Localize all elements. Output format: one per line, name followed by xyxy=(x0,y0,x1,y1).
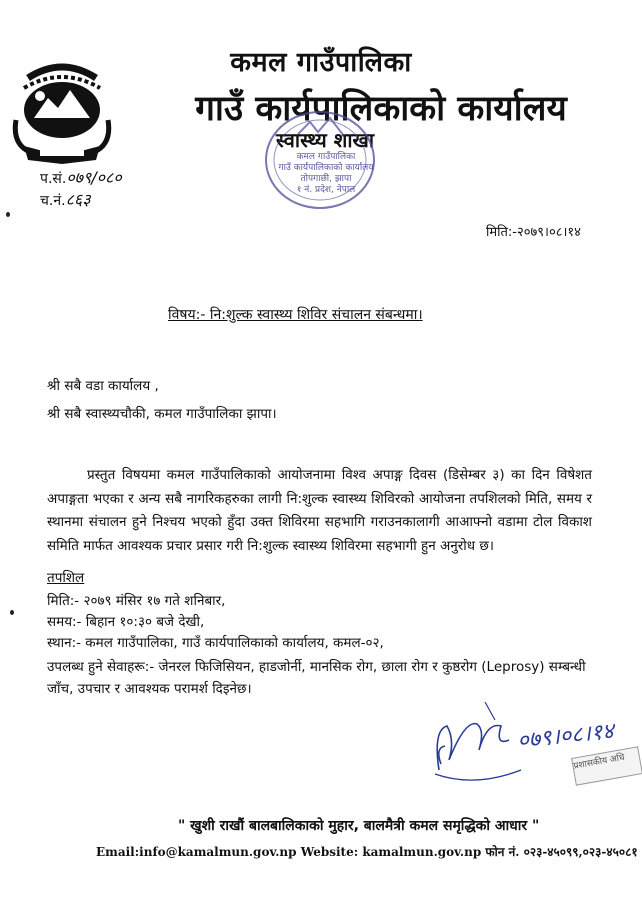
detail-services: उपलब्ध हुने सेवाहरू:- जेनरल फिजिसियन, हाडजोर्नी, मानसिक रोग, छाला रोग र कुष्ठरोग (Leprosy) सम्बन्धी जाँच, उपचार र आवश्यक परामर्श दिइनेछ। xyxy=(47,659,586,697)
margin-mark xyxy=(10,610,14,615)
detail-place: स्थान:- कमल गाउँपालिका, गाउँ कार्यपालिकाको कार्यालय, कमल-०२, xyxy=(47,635,384,651)
patra-sankhya xyxy=(40,166,122,188)
detail-time: समय:- बिहान १०:३० बजे देखी, xyxy=(47,614,205,630)
contact-footer: Email:info@kamalmun.gov.np Website: kamalmun.gov.np फोन नं. ०२३-४५०९९,०२३-४५०८१ xyxy=(96,845,638,859)
municipality-name: कमल गाउँपालिका xyxy=(230,47,412,78)
branch-name: स्वास्थ्य शाखा xyxy=(276,128,375,152)
stamp-line-3: तोपगाछी, झापा xyxy=(300,174,352,184)
chalani-value: ८६३ xyxy=(65,190,91,209)
stamp-line-2: गाउँ कार्यपालिकाको कार्यालय xyxy=(278,163,374,173)
chalani-label: च.नं. xyxy=(40,193,66,209)
patra-label: प.सं. xyxy=(40,171,67,187)
stamp-line-1: कमल गाउँपालिका xyxy=(296,152,356,162)
body-paragraph: प्रस्तुत विषयमा कमल गाउँपालिकाको आयोजनामा विश्व अपाङ्ग दिवस (डिसेम्बर ३) का दिन विषेशत अपाङ्गता भएका र अन्य सबै नागरिकहरुका लागी नि:शुल्क स्वास्थ्य शिविरको आयोजना तपशिलको मिति, समय र स्थानमा संचालन हुने निश्चय भएको हुँदा उक्त शिविरमा सहभागि गराउनकालागी आआफ्नो वडामा टोल विकाश समिति मार्फत आवश्यक प्रचार प्रसार गरी नि:शुल्क स्वास्थ्य शिविरमा सहभागी हुन अनुरोध छ। xyxy=(47,467,592,554)
signature-block xyxy=(425,700,635,810)
office-stamp xyxy=(258,104,390,216)
recipient-2: श्री सबै स्वास्थ्यचौकी, कमल गाउँपालिका झापा। xyxy=(47,406,277,422)
subject-line: विषय:- नि:शुल्क स्वास्थ्य शिविर संचालन संबन्धमा। xyxy=(168,307,423,323)
patra-value: ०७९/०८० xyxy=(66,168,122,187)
office-name: गाउँ कार्यपालिकाको कार्यालय xyxy=(195,89,567,129)
official-title-text: प्रशासकीय अधि xyxy=(572,752,626,772)
chalani-number xyxy=(40,188,91,210)
stamp-line-4: १ नं. प्रदेश, नेपाल xyxy=(296,185,356,195)
margin-mark xyxy=(6,212,10,217)
detail-date: मिति:- २०७९ मंसिर १७ गते शनिबार, xyxy=(47,593,226,609)
signature-date: ०७९।०८।१४ xyxy=(516,719,615,754)
recipient-1: श्री सबै वडा कार्यालय , xyxy=(47,378,159,394)
motto: " खुशी राखौं बालबालिकाको मुहार, बालमैत्री कमल समृद्धिको आधार " xyxy=(178,818,540,834)
details-heading: तपशिल xyxy=(47,570,85,586)
letter-date: मिति:-२०७९।०८।१४ xyxy=(486,225,581,240)
